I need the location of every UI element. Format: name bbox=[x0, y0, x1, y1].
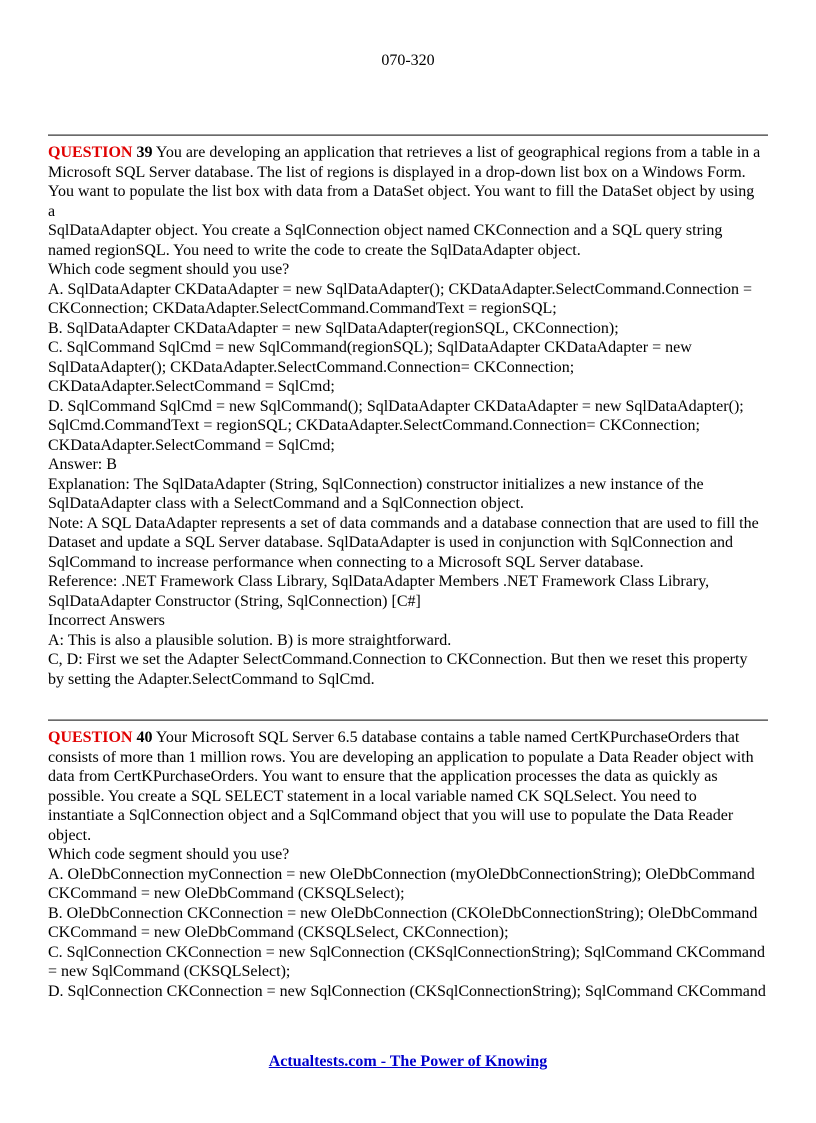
text-line: consists of more than 1 million rows. You are developing an application to populate a Data Reader object with bbox=[48, 748, 754, 766]
note-line: Dataset and update a SQL Server database. SqlDataAdapter is used in conjunction with SqlConnection and bbox=[48, 534, 734, 551]
text-line: a bbox=[48, 202, 56, 220]
section-divider bbox=[48, 719, 768, 721]
reference-line: Reference: .NET Framework Class Library, SqlDataAdapter Members .NET Framework Class Library, bbox=[48, 573, 710, 590]
note-line: SqlCommand to increase performance when connecting to a Microsoft SQL Server database. bbox=[48, 553, 644, 571]
incorrect-answer-line: by setting the Adapter.SelectCommand to SqlCmd. bbox=[48, 670, 375, 688]
text-line: Microsoft SQL Server database. The list of regions is displayed in a drop-down list box on a Windows Form. bbox=[48, 163, 746, 181]
option-d: D. SqlCommand SqlCmd = new SqlCommand(); SqlDataAdapter CKDataAdapter = new SqlDataAdapter(); bbox=[48, 397, 744, 415]
option-c: C. SqlCommand SqlCmd = new SqlCommand(regionSQL); SqlDataAdapter CKDataAdapter = new bbox=[48, 339, 692, 356]
option-a: A. SqlDataAdapter CKDataAdapter = new SqlDataAdapter(); CKDataAdapter.SelectCommand.Connection = bbox=[48, 280, 753, 298]
question-40 bbox=[48, 728, 768, 1001]
option-a: A. OleDbConnection myConnection = new OleDbConnection (myOleDbConnectionString); OleDbCommand bbox=[48, 865, 755, 883]
section-divider bbox=[48, 134, 768, 136]
option-a-cont: CKCommand = new OleDbCommand (CKSQLSelect); bbox=[48, 885, 405, 902]
question-number: 40 bbox=[136, 729, 153, 746]
text-line: data from CertKPurchaseOrders. You want to ensure that the application processes the data as quickly as bbox=[48, 768, 718, 785]
question-text: You are developing an application that retrieves a list of geographical regions from a table in a bbox=[152, 144, 761, 161]
note-line: Note: A SQL DataAdapter represents a set of data commands and a database connection that are used to fill the bbox=[48, 514, 759, 532]
option-b: B. OleDbConnection CKConnection = new OleDbConnection (CKOleDbConnectionString); OleDbCommand bbox=[48, 904, 758, 922]
question-40-first-line bbox=[48, 728, 768, 748]
option-b: B. SqlDataAdapter CKDataAdapter = new SqlDataAdapter(regionSQL, CKConnection); bbox=[48, 319, 619, 337]
incorrect-answers-heading: Incorrect Answers bbox=[48, 612, 165, 629]
question-prompt: Which code segment should you use? bbox=[48, 261, 290, 278]
text-line: named regionSQL. You need to write the code to create the SqlDataAdapter object. bbox=[48, 241, 581, 259]
question-label: QUESTION bbox=[48, 144, 133, 161]
question-number: 39 bbox=[136, 144, 153, 161]
incorrect-answer-line: C, D: First we set the Adapter SelectCommand.Connection to CKConnection. But then we reset this property bbox=[48, 651, 748, 668]
question-39-first-line bbox=[48, 143, 768, 163]
explanation-line: SqlDataAdapter class with a SelectCommand and a SqlConnection object. bbox=[48, 495, 524, 512]
text-line: SqlDataAdapter object. You create a SqlConnection object named CKConnection and a SQL query string bbox=[48, 222, 723, 239]
question-prompt: Which code segment should you use? bbox=[48, 846, 290, 863]
option-c-cont: SqlDataAdapter(); CKDataAdapter.SelectCommand.Connection= CKConnection; bbox=[48, 358, 575, 376]
option-d-cont: SqlCmd.CommandText = regionSQL; CKDataAdapter.SelectCommand.Connection= CKConnection; bbox=[48, 417, 700, 434]
option-c-cont: = new SqlCommand (CKSQLSelect); bbox=[48, 963, 291, 980]
option-d-cont: CKDataAdapter.SelectCommand = SqlCmd; bbox=[48, 436, 335, 454]
option-c: C. SqlConnection CKConnection = new SqlConnection (CKSqlConnectionString); SqlCommand CKCommand bbox=[48, 943, 766, 961]
text-line: object. bbox=[48, 826, 92, 844]
text-line: possible. You create a SQL SELECT statement in a local variable named CK SQLSelect. You need to bbox=[48, 787, 697, 805]
incorrect-answer-line: A: This is also a plausible solution. B) is more straightforward. bbox=[48, 631, 452, 649]
answer-line: Answer: B bbox=[48, 456, 117, 473]
option-a-cont: CKConnection; CKDataAdapter.SelectCommand.CommandText = regionSQL; bbox=[48, 300, 557, 317]
explanation-line: Explanation: The SqlDataAdapter (String, SqlConnection) constructor initializes a new instance of the bbox=[48, 475, 704, 493]
option-b-cont: CKCommand = new OleDbCommand (CKSQLSelect, CKConnection); bbox=[48, 924, 509, 941]
question-label: QUESTION bbox=[48, 729, 133, 746]
page-header-code: 070-320 bbox=[381, 52, 435, 69]
option-d: D. SqlConnection CKConnection = new SqlConnection (CKSqlConnectionString); SqlCommand CKCommand bbox=[48, 982, 766, 1000]
text-line: instantiate a SqlConnection object and a SqlCommand object that you will use to populate the Data Reader bbox=[48, 807, 734, 824]
reference-line: SqlDataAdapter Constructor (String, SqlConnection) [C#] bbox=[48, 592, 421, 610]
footer-link[interactable]: Actualtests.com - The Power of Knowing bbox=[268, 1053, 548, 1070]
text-line: You want to populate the list box with data from a DataSet object. You want to fill the DataSet object by using bbox=[48, 183, 755, 200]
page-footer bbox=[0, 1053, 816, 1071]
question-text: Your Microsoft SQL Server 6.5 database contains a table named CertKPurchaseOrders that bbox=[152, 729, 740, 746]
question-39 bbox=[48, 143, 768, 689]
option-c-cont: CKDataAdapter.SelectCommand = SqlCmd; bbox=[48, 378, 335, 395]
